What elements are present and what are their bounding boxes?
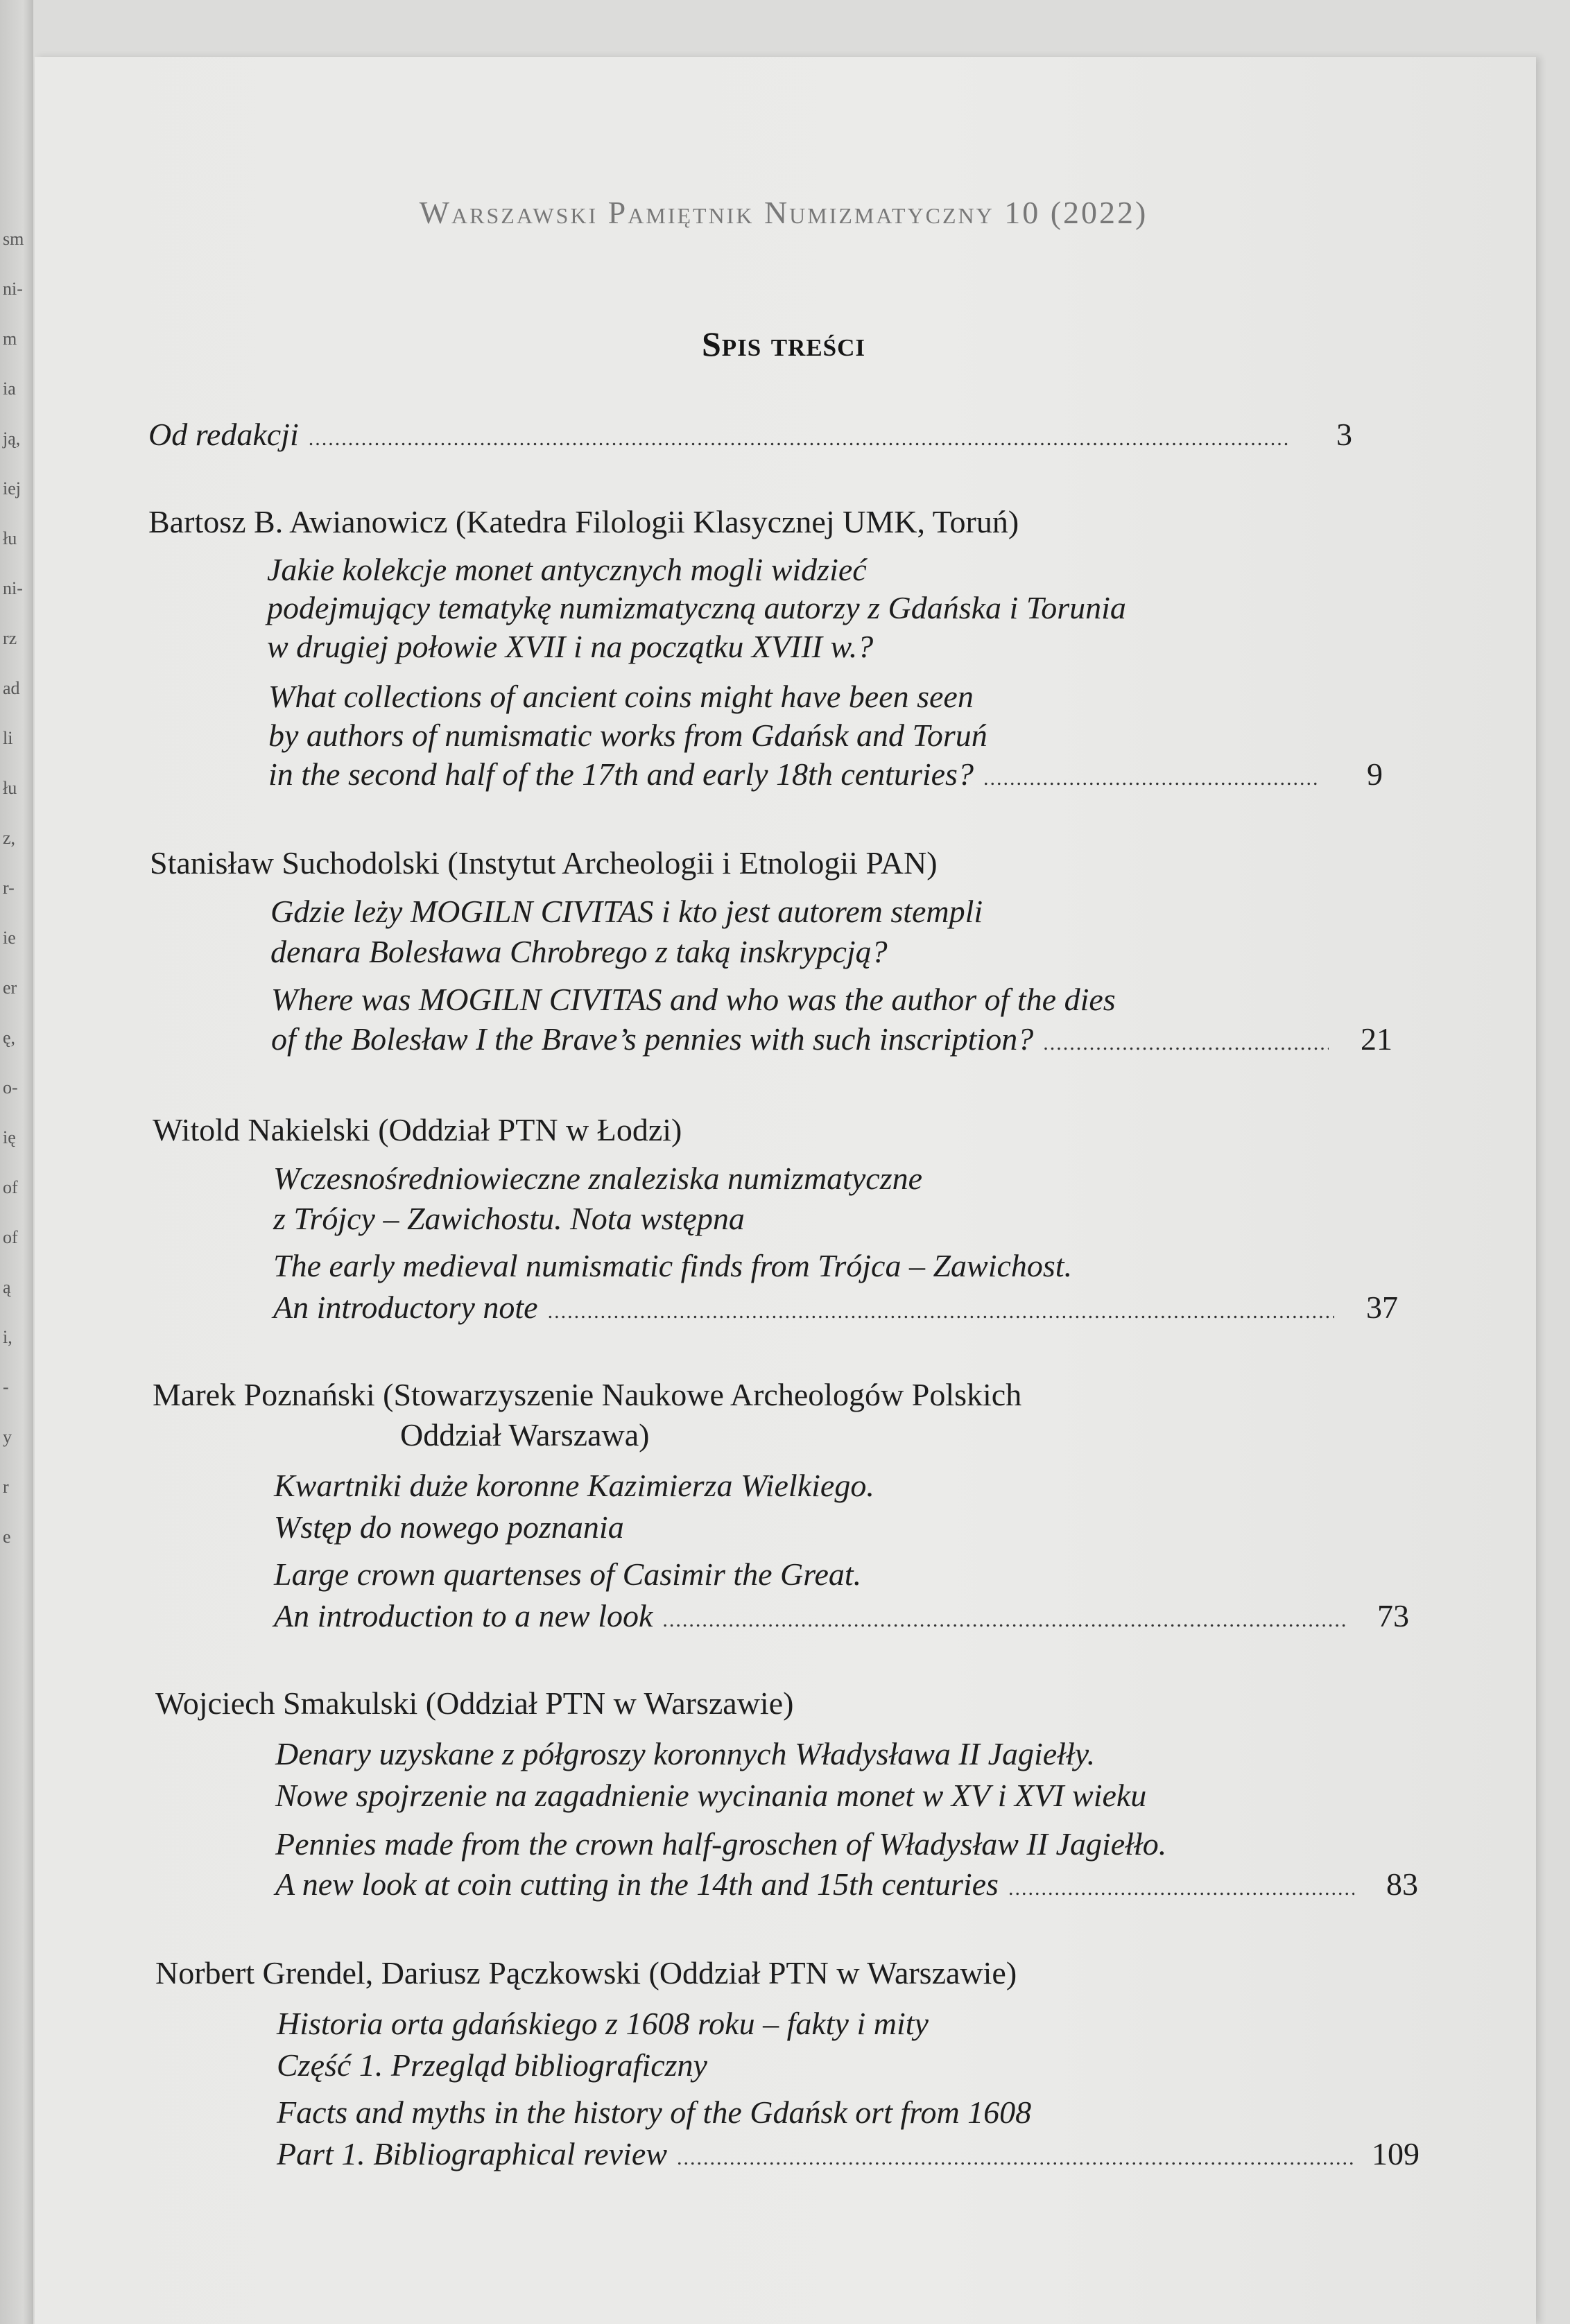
previous-page-text-fragment: i, [3, 1327, 12, 1347]
entry-title-pl: Gdzie leży MOGILN CIVITAS i kto jest autorem stempli [270, 894, 983, 929]
dot-leader [662, 1601, 1345, 1640]
dot-leader [677, 2139, 1356, 2178]
page-number: 37 [1366, 1290, 1398, 1325]
entry-author: Witold Nakielski (Oddział PTN w Łodzi) [153, 1112, 682, 1147]
entry-title-en: The early medieval numismatic finds from Trójca – Zawichost. [273, 1248, 1073, 1283]
previous-page-text-fragment: łu [3, 778, 17, 798]
previous-page-edge [0, 0, 33, 2324]
previous-page-text-fragment: sm [3, 229, 24, 249]
document-page [35, 57, 1536, 2324]
entry-title-pl: Część 1. Przegląd bibliograficzny [277, 2047, 707, 2083]
entry-title-pl: Kwartniki duże koronne Kazimierza Wielkiego. [274, 1468, 874, 1503]
dot-leader [548, 1292, 1334, 1331]
entry-title-en: Part 1. Bibliographical review [277, 2136, 668, 2171]
page-number: 73 [1377, 1598, 1409, 1633]
toc-entry-line[interactable] [271, 1020, 1392, 1063]
dot-leader [983, 759, 1319, 798]
previous-page-text-fragment: ą [3, 1277, 11, 1297]
toc-entry-line[interactable] [277, 2135, 1420, 2178]
previous-page-text-fragment: r- [3, 878, 15, 898]
previous-page-text-fragment: ją, [3, 428, 21, 449]
page-number: 109 [1372, 2136, 1420, 2171]
dot-leader [309, 419, 1288, 458]
entry-title-en: in the second half of the 17th and early 18th centuries? [268, 756, 974, 792]
dot-leader [1043, 1024, 1329, 1063]
previous-page-text-fragment: ię [3, 1127, 16, 1147]
entry-title-pl: Nowe spojrzenie na zagadnienie wycinania monet w XV i XVI wieku [275, 1778, 1147, 1813]
previous-page-text-fragment: rz [3, 628, 17, 648]
previous-page-text-fragment: iej [3, 478, 21, 498]
previous-page-text-fragment: ę, [3, 1027, 16, 1048]
entry-title-pl: Denary uzyskane z półgroszy koronnych Władysława II Jagiełły. [275, 1736, 1096, 1771]
entry-title-en: Facts and myths in the history of the Gdańsk ort from 1608 [277, 2095, 1032, 2130]
entry-title-en: by authors of numismatic works from Gdańsk and Toruń [268, 718, 987, 753]
entry-author: Bartosz B. Awianowicz (Katedra Filologii Klasycznej UMK, Toruń) [148, 504, 1019, 539]
previous-page-text-fragment: of [3, 1227, 18, 1247]
toc-entry-line[interactable] [274, 1597, 1409, 1640]
toc-entry-editorial[interactable] [148, 415, 1352, 458]
previous-page-text-fragment: e [3, 1527, 11, 1547]
previous-page-text-fragment: ni- [3, 578, 23, 598]
toc-entry-line[interactable] [273, 1288, 1398, 1331]
dot-leader [1008, 1869, 1354, 1908]
page-number: 83 [1386, 1866, 1418, 1902]
previous-page-text-fragment: li [3, 728, 13, 748]
entry-author: Wojciech Smakulski (Oddział PTN w Warszawie) [155, 1685, 794, 1721]
entry-title-en: An introductory note [273, 1290, 538, 1325]
entry-title-en: What collections of ancient coins might have been seen [268, 679, 974, 714]
previous-page-text-fragment: łu [3, 528, 17, 548]
entry-title-en: Where was MOGILN CIVITAS and who was the author of the dies [271, 982, 1116, 1017]
entry-author: Stanisław Suchodolski (Instytut Archeologii i Etnologii PAN) [150, 845, 938, 881]
entry-title-en: A new look at coin cutting in the 14th and 15th centuries [275, 1866, 999, 1902]
previous-page-text-fragment: m [3, 329, 17, 349]
page-number: 9 [1367, 756, 1383, 792]
previous-page-text-fragment: ad [3, 678, 20, 698]
previous-page-text-fragment: er [3, 978, 17, 998]
running-header: Warszawski Pamiętnik Numizmatyczny 10 (2022) [419, 195, 1148, 230]
previous-page-text-fragment: of [3, 1177, 18, 1197]
toc-entry-line[interactable] [275, 1865, 1418, 1908]
entry-title-pl: denara Bolesława Chrobrego z taką inskrypcją? [270, 934, 888, 969]
previous-page-text-fragment: ia [3, 379, 16, 399]
previous-page-text-fragment: - [3, 1377, 9, 1397]
page-number: 21 [1361, 1021, 1392, 1057]
previous-page-text-fragment: ie [3, 928, 16, 948]
entry-title-en: Large crown quartenses of Casimir the Great. [274, 1556, 862, 1592]
entry-title-en: An introduction to a new look [274, 1598, 653, 1633]
entry-title-pl: Historia orta gdańskiego z 1608 roku – fakty i mity [277, 2006, 929, 2041]
page-number: 3 [1336, 417, 1352, 452]
entry-title-pl: podejmujący tematykę numizmatyczną autorzy z Gdańska i Torunia [267, 590, 1126, 625]
entry-title-pl: Jakie kolekcje monet antycznych mogli widzieć [267, 552, 867, 587]
previous-page-text-fragment: r [3, 1477, 9, 1497]
entry-author: Marek Poznański (Stowarzyszenie Naukowe Archeologów Polskich [153, 1377, 1022, 1412]
entry-title-pl: Wczesnośredniowieczne znaleziska numizmatyczne [273, 1161, 923, 1196]
previous-page-text-fragment: y [3, 1427, 12, 1447]
previous-page-text-fragment: ni- [3, 279, 23, 299]
entry-title-pl: w drugiej połowie XVII i na początku XVIII w.? [267, 629, 874, 664]
entry-title-en: of the Bolesław I the Brave’s pennies with such inscription? [271, 1021, 1034, 1057]
entry-title: Od redakcji [148, 417, 299, 452]
entry-title-pl: z Trójcy – Zawichostu. Nota wstępna [273, 1201, 745, 1236]
entry-author: Norbert Grendel, Dariusz Pączkowski (Oddział PTN w Warszawie) [155, 1955, 1017, 1991]
previous-page-text-fragment: o- [3, 1077, 18, 1098]
entry-title-pl: Wstęp do nowego poznania [274, 1509, 624, 1545]
toc-entry-line[interactable] [268, 755, 1383, 798]
entry-title-en: Pennies made from the crown half-groschen of Władysław II Jagiełło. [275, 1826, 1167, 1862]
entry-author-continued: Oddział Warszawa) [400, 1417, 650, 1452]
page-title: Spis treści [701, 324, 866, 363]
previous-page-text-fragment: z, [3, 828, 16, 848]
